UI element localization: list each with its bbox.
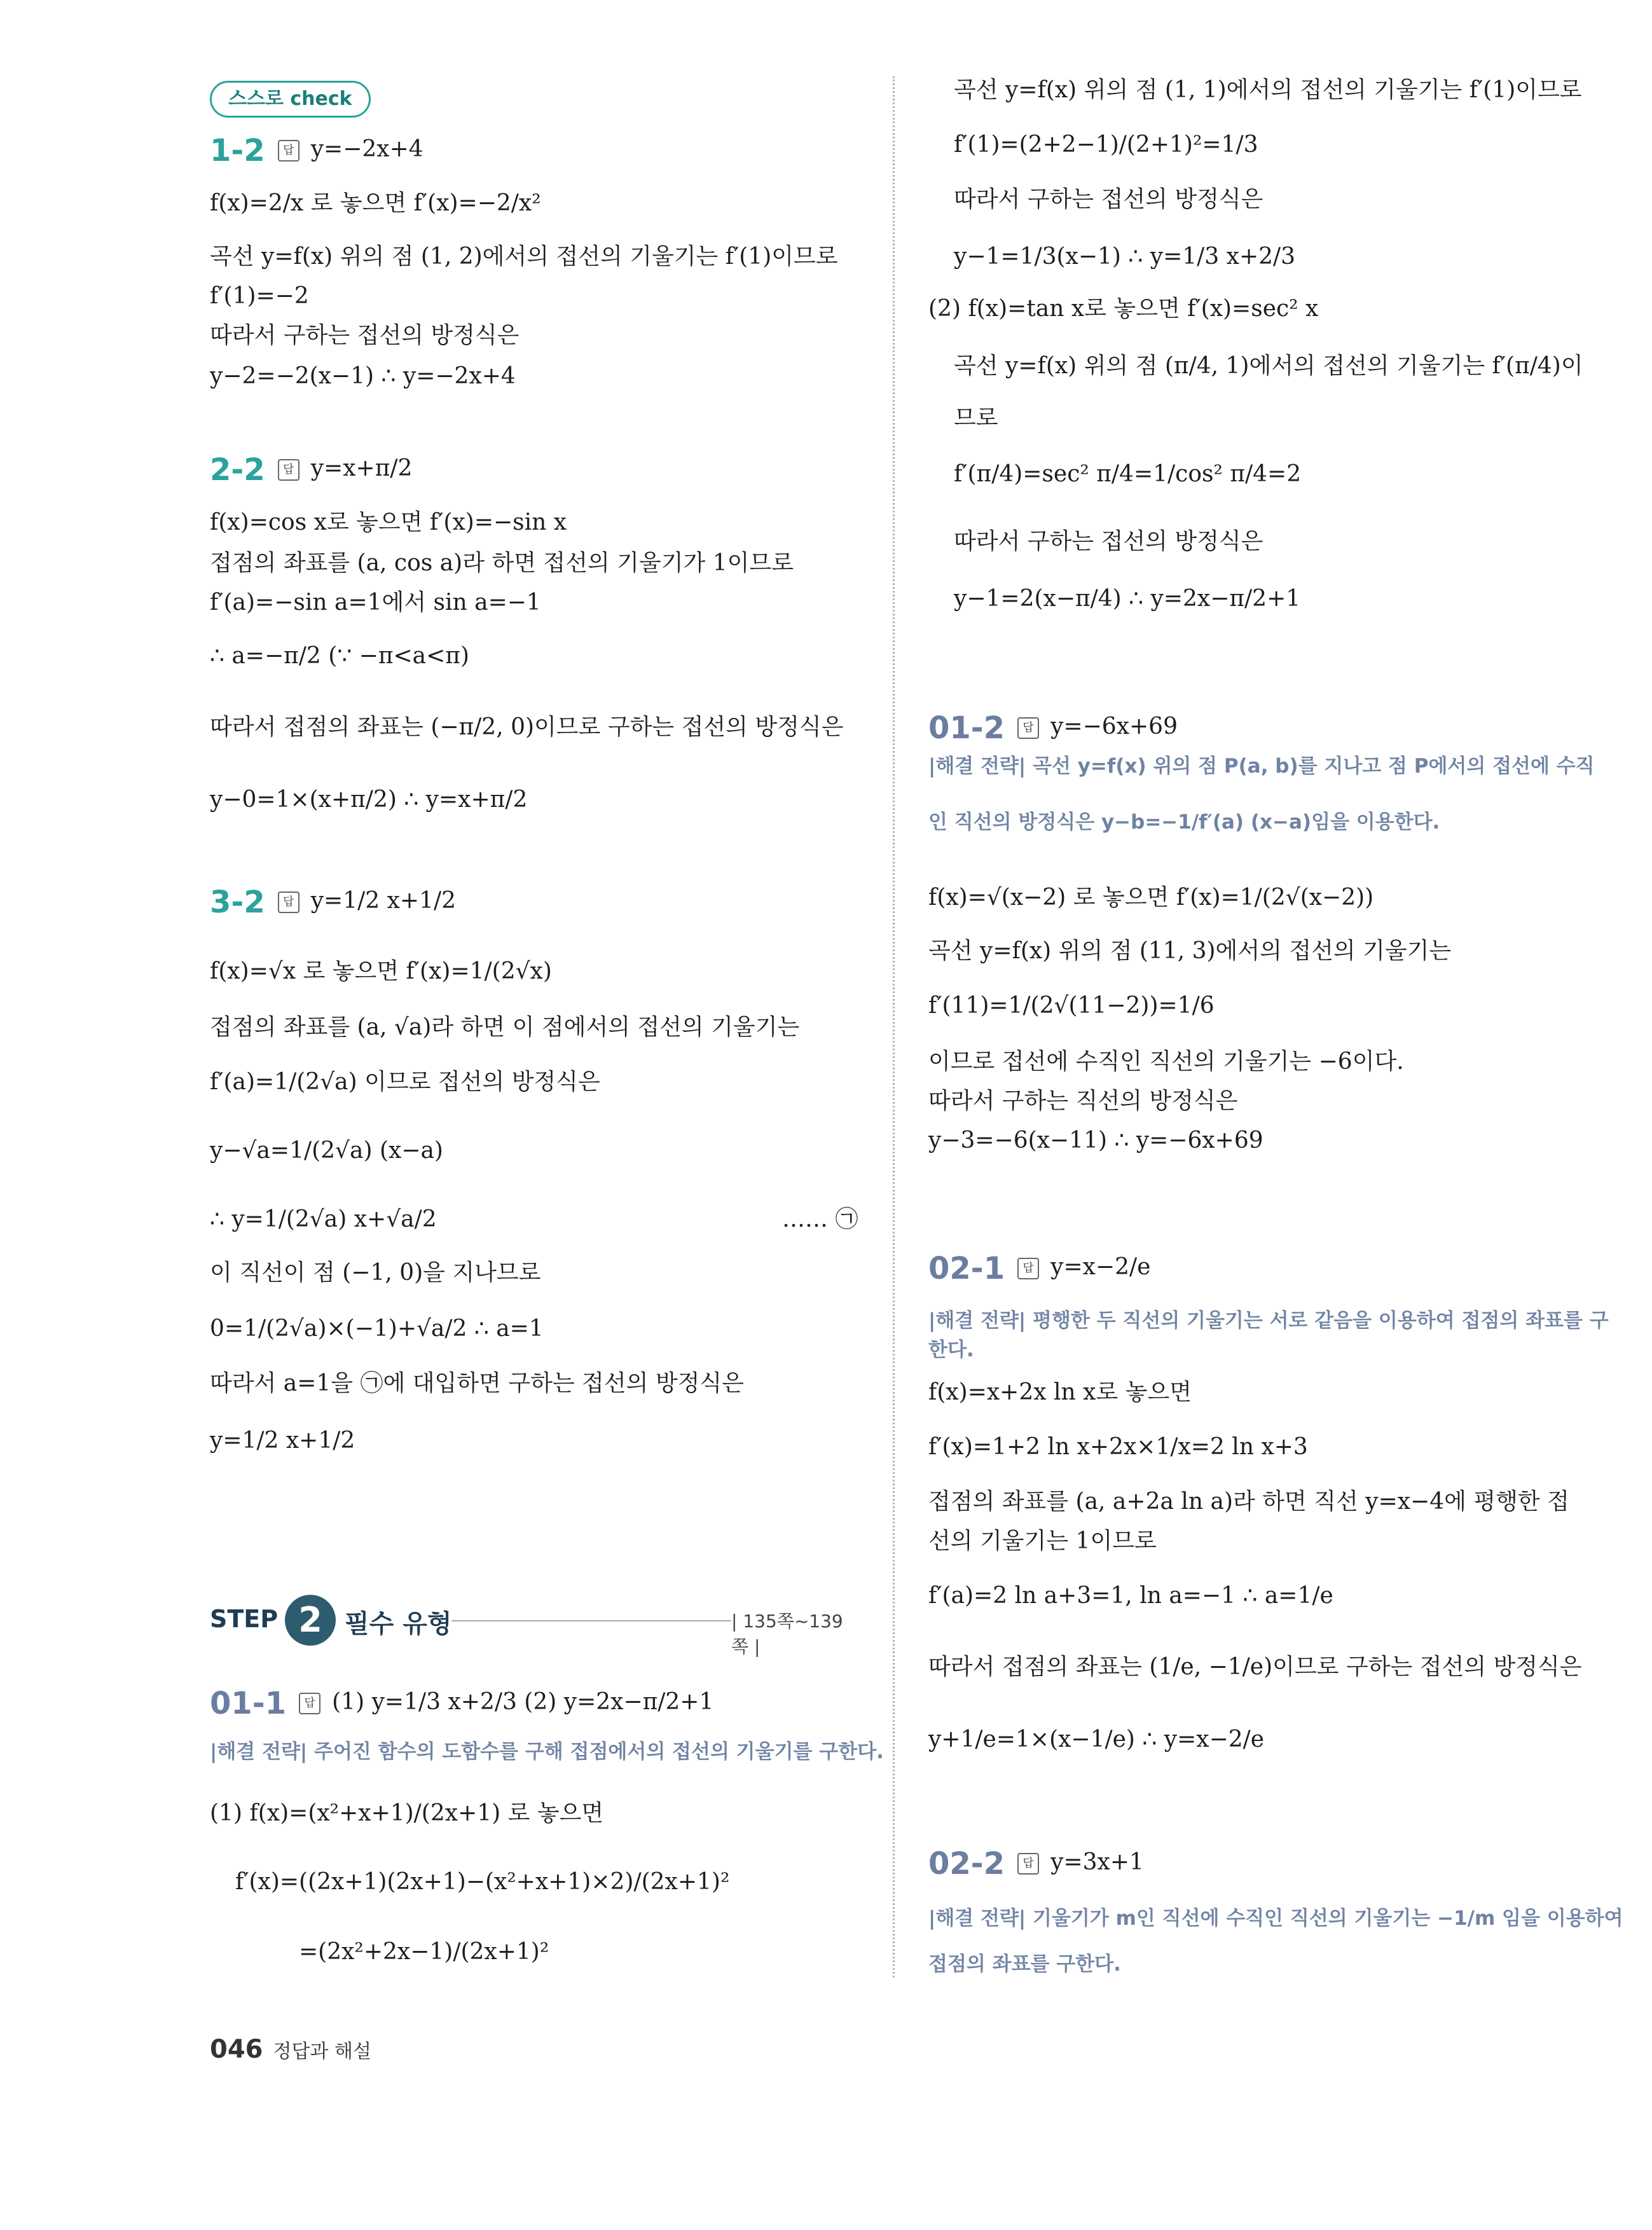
step-pages: | 135쪽~139쪽 | xyxy=(731,1611,843,1657)
solution-line: 따라서 구하는 접선의 방정식은 xyxy=(954,186,1263,212)
solution-line: 따라서 구하는 접선의 방정식은 xyxy=(210,322,520,348)
solution-line: 이 직선이 점 (−1, 0)을 지나므로 xyxy=(210,1260,541,1286)
step-rule xyxy=(451,1620,731,1621)
solution-line: ∴ a=−π/2 (∵ −π<a<π) xyxy=(210,643,469,669)
problem-3-2-header xyxy=(210,885,456,918)
solution-line: f′(a)=2 ln a+3=1, ln a=−1 ∴ a=1/e xyxy=(928,1583,1333,1609)
solution-line: ∴ y=1/(2√a) x+√a/2 xyxy=(210,1206,437,1232)
solution-line: f(x)=x+2x ln x로 놓으면 xyxy=(928,1379,1192,1405)
page-footer xyxy=(210,2035,371,2064)
answer-icon: 답 xyxy=(278,459,299,481)
step-2-header xyxy=(210,1595,858,1657)
solution-line: f′(11)=1/(2√(11−2))=1/6 xyxy=(928,993,1215,1019)
solution-line: 곡선 y=f(x) 위의 점 (11, 3)에서의 접선의 기울기는 xyxy=(928,938,1452,964)
solution-line: 따라서 구하는 직선의 방정식은 xyxy=(928,1088,1238,1114)
column-divider xyxy=(893,76,895,1978)
solution-line: (1) f(x)=(x²+x+1)/(2x+1) 로 놓으면 xyxy=(210,1800,604,1826)
solution-line: f(x)=√x 로 놓으면 f′(x)=1/(2√x) xyxy=(210,958,552,984)
solution-strategy: |해결 전략| 곡선 y=f(x) 위의 점 P(a, b)를 지나고 점 P에서의 접선에 수직 xyxy=(928,755,1595,778)
answer-icon: 답 xyxy=(1017,1853,1039,1875)
solution-line: f(x)=√(x−2) 로 놓으면 f′(x)=1/(2√(x−2)) xyxy=(928,884,1374,911)
answer-icon: 답 xyxy=(299,1693,320,1714)
solution-line: 접점의 좌표를 (a, cos a)라 하면 접선의 기울기가 1이므로 xyxy=(210,550,794,576)
solution-line: f′(x)=1+2 ln x+2x×1/x=2 ln x+3 xyxy=(928,1434,1308,1460)
problem-02-1-header xyxy=(928,1251,1150,1284)
problem-1-2-header xyxy=(210,134,423,167)
problem-2-2-header xyxy=(210,453,412,486)
solution-line: y−2=−2(x−1) ∴ y=−2x+4 xyxy=(210,363,516,389)
solution-line: y−√a=1/(2√a) (x−a) xyxy=(210,1138,443,1164)
answer-icon: 답 xyxy=(1017,717,1039,739)
answer-text: y=1/2 x+1/2 xyxy=(310,888,457,914)
problem-number: 02-1 xyxy=(928,1251,1005,1286)
solution-line: y−3=−6(x−11) ∴ y=−6x+69 xyxy=(928,1127,1263,1153)
solution-line: 접점의 좌표를 (a, √a)라 하면 이 점에서의 접선의 기울기는 xyxy=(210,1014,800,1040)
problem-02-2-header xyxy=(928,1847,1144,1880)
step-label: STEP xyxy=(210,1605,279,1633)
solution-line: =(2x²+2x−1)/(2x+1)² xyxy=(299,1939,549,1965)
self-check-badge: 스스로 check xyxy=(210,81,371,118)
solution-line: 따라서 a=1을 ㉠에 대입하면 구하는 접선의 방정식은 xyxy=(210,1370,744,1396)
solution-strategy: |해결 전략| 평행한 두 직선의 기울기는 서로 같음을 이용하여 접점의 좌표를 구 xyxy=(928,1309,1609,1332)
answer-text: y=−6x+69 xyxy=(1050,713,1178,740)
solution-line: 곡선 y=f(x) 위의 점 (1, 2)에서의 접선의 기울기는 f′(1)이므로 xyxy=(210,244,838,270)
solution-strategy: |해결 전략| 기울기가 m인 직선에 수직인 직선의 기울기는 −1/m 임을 이용하여 xyxy=(928,1907,1623,1930)
step-title: 필수 유형 xyxy=(345,1609,452,1639)
solution-line: f′(x)=((2x+1)(2x+1)−(x²+x+1)×2)/(2x+1)² xyxy=(235,1869,730,1895)
solution-line: f′(π/4)=sec² π/4=1/cos² π/4=2 xyxy=(954,461,1302,487)
problem-number: 01-1 xyxy=(210,1686,287,1721)
problem-01-1-header xyxy=(210,1686,713,1719)
problem-number: 1-2 xyxy=(210,133,265,169)
solution-line: 므로 xyxy=(954,405,998,431)
page-number: 046 xyxy=(210,2035,263,2064)
solution-line: y−0=1×(x+π/2) ∴ y=x+π/2 xyxy=(210,787,528,813)
solution-line: 선의 기울기는 1이므로 xyxy=(928,1528,1157,1554)
solution-line: f(x)=cos x로 놓으면 f′(x)=−sin x xyxy=(210,509,567,535)
equation-marker: …… ㉠ xyxy=(782,1206,858,1232)
footer-label: 정답과 해설 xyxy=(273,2041,371,2063)
solution-line: 접점의 좌표를 (a, a+2a ln a)라 하면 직선 y=x−4에 평행한 접 xyxy=(928,1489,1569,1515)
solution-line: f′(1)=(2+2−1)/(2+1)²=1/3 xyxy=(954,132,1258,158)
solution-line: 따라서 구하는 접선의 방정식은 xyxy=(954,528,1263,554)
solution-strategy: 한다. xyxy=(928,1339,974,1361)
answer-text: y=−2x+4 xyxy=(310,136,423,162)
solution-line: (2) f(x)=tan x로 놓으면 f′(x)=sec² x xyxy=(928,296,1319,322)
answer-icon: 답 xyxy=(278,140,299,162)
solution-line: y−1=2(x−π/4) ∴ y=2x−π/2+1 xyxy=(954,586,1301,612)
solution-line: f′(a)=1/(2√a) 이므로 접선의 방정식은 xyxy=(210,1069,600,1095)
problem-number: 02-2 xyxy=(928,1846,1005,1882)
answer-text: y=x−2/e xyxy=(1050,1254,1151,1280)
answer-icon: 답 xyxy=(278,891,299,913)
solution-line: y=1/2 x+1/2 xyxy=(210,1428,355,1454)
solution-line: f′(1)=−2 xyxy=(210,283,309,309)
problem-number: 3-2 xyxy=(210,884,265,920)
solution-line: y+1/e=1×(x−1/e) ∴ y=x−2/e xyxy=(928,1726,1265,1752)
solution-line: 0=1/(2√a)×(−1)+√a/2 ∴ a=1 xyxy=(210,1316,544,1342)
problem-01-2-header xyxy=(928,711,1178,744)
solution-line: 따라서 접점의 좌표는 (−π/2, 0)이므로 구하는 접선의 방정식은 xyxy=(210,714,844,740)
solution-line: y−1=1/3(x−1) ∴ y=1/3 x+2/3 xyxy=(954,244,1296,270)
solution-line: f′(a)=−sin a=1에서 sin a=−1 xyxy=(210,589,541,616)
problem-number: 2-2 xyxy=(210,452,265,488)
solution-strategy: 인 직선의 방정식은 y−b=−1/f′(a) (x−a)임을 이용한다. xyxy=(928,811,1440,834)
solution-line: 이므로 접선에 수직인 직선의 기울기는 −6이다. xyxy=(928,1049,1404,1075)
answer-text: y=3x+1 xyxy=(1050,1849,1144,1875)
solution-line: f(x)=2/x 로 놓으면 f′(x)=−2/x² xyxy=(210,190,541,216)
solution-line: 곡선 y=f(x) 위의 점 (1, 1)에서의 접선의 기울기는 f′(1)이므로 xyxy=(954,77,1582,103)
answer-text: (1) y=1/3 x+2/3 (2) y=2x−π/2+1 xyxy=(332,1689,714,1715)
solution-strategy: 접점의 좌표를 구한다. xyxy=(928,1953,1121,1976)
solution-line: 곡선 y=f(x) 위의 점 (π/4, 1)에서의 접선의 기울기는 f′(π/4)이 xyxy=(954,353,1583,379)
problem-number: 01-2 xyxy=(928,710,1005,746)
answer-icon: 답 xyxy=(1017,1258,1039,1279)
step-number-circle: 2 xyxy=(285,1595,336,1646)
solution-line: 따라서 접점의 좌표는 (1/e, −1/e)이므로 구하는 접선의 방정식은 xyxy=(928,1654,1582,1680)
answer-text: y=x+π/2 xyxy=(310,455,413,481)
solution-strategy: |해결 전략| 주어진 함수의 도함수를 구해 접점에서의 접선의 기울기를 구한다. xyxy=(210,1740,884,1763)
